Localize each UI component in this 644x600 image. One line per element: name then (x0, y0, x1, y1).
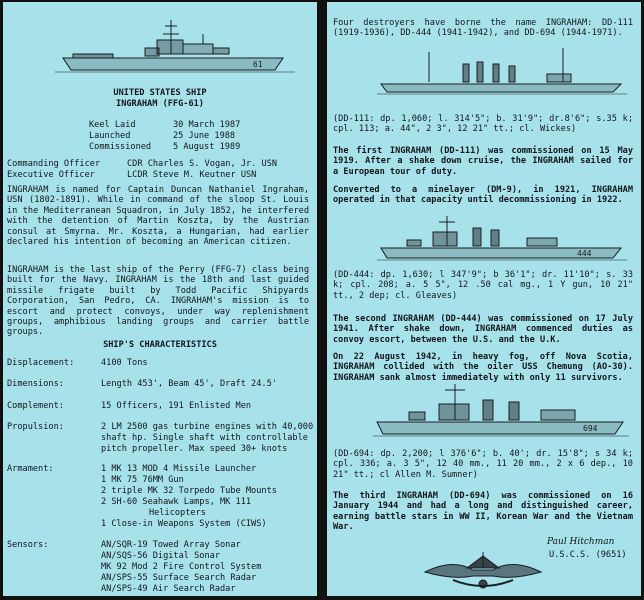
ship-heading-line-1: UNITED STATES SHIP (113, 88, 207, 98)
hull-number-444: 444 (577, 249, 592, 258)
commissioned-value: 5 August 1989 (173, 142, 241, 152)
propulsion-label: Propulsion: (7, 422, 64, 432)
armament-line: 1 MK 13 MOD 4 Missile Launcher (101, 464, 257, 474)
dd444-commission-paragraph: The second INGRAHAM (DD-444) was commissioned on 17 July 1941. After shake down, INGRAHAM commenced duties as convoy escort, between the U.S. and the U.K. (333, 314, 633, 345)
armament-line: 2 SH-60 Seahawk Lamps, MK 111 (101, 497, 252, 507)
dd694-commission-paragraph: The third INGRAHAM (DD-694) was commissioned on 16 January 1944 and had a long and distinguished career, earning battle stars in WW II, Korean War and the Vietnam War. (333, 491, 633, 533)
sensors-line: MK 92 Mod 2 Fire Control System (101, 562, 262, 572)
characteristics-heading: SHIP'S CHARACTERISTICS (103, 340, 217, 350)
destroyer-dd444-illustration (377, 210, 627, 268)
armament-label: Armament: (7, 464, 54, 474)
sensors-line: AN/SPS-49 Air Search Radar (101, 584, 236, 594)
propulsion-line: shaft hp. Single shaft with controllable (101, 433, 308, 443)
commissioned-label: Commissioned (89, 142, 152, 152)
keel-laid-value: 30 March 1987 (173, 120, 241, 130)
executive-officer-value: LCDR Steve M. Keutner USN (127, 170, 257, 180)
destroyers-intro: Four destroyers have borne the name INGRAHAM: DD-111 (1919-1936), DD-444 (1941-1942), and DD-694 (1944-1971). (333, 18, 633, 39)
hull-number-694: 694 (583, 424, 598, 433)
dd444-collision-paragraph: On 22 August 1942, in heavy fog, off Nova Scotia, INGRAHAM collided with the oiler USS Chemung (AO-30). INGRAHAM sank almost immediately with only 11 survivors. (333, 352, 633, 383)
destroyer-dd694-illustration (373, 380, 629, 446)
frigate-ffg61-illustration (53, 14, 298, 80)
dimensions-value: Length 453', Beam 45', Draft 24.5' (101, 379, 277, 389)
propulsion-line: 2 LM 2500 gas turbine engines with 40,000 (101, 422, 314, 432)
armament-line: 1 MK 75 76MM Gun (101, 475, 184, 485)
mission-paragraph: INGRAHAM is the last ship of the Perry (FFG-7) class being built for the Navy. INGRAHAM is the 18th and last guided missile frigate built by Todd Pacific Shipyards Corporation, San Pedro, CA. INGRAHAM's mission is to escort and protect convoys, under way replenishment groups, amphibious landing groups and carrier battle groups. (7, 265, 309, 338)
complement-label: Complement: (7, 401, 64, 411)
displacement-value: 4100 Tons (101, 358, 148, 368)
author-signature: Paul Hitchman (547, 537, 615, 547)
launched-label: Launched (89, 131, 131, 141)
namesake-paragraph: INGRAHAM is named for Captain Duncan Nathaniel Ingraham, USN (1802-1891). While in command of the sloop St. Louis in the Mediterranean Squadron, in July 1852, he interfered with the detention of Martin Koszta, by the Austrian consul at Smyrna. Mr. Koszta, a Hungarian, had earlier declared his intention of becoming an American citizen. (7, 185, 309, 248)
destroyer-dd111-illustration (377, 44, 627, 104)
dd444-specifications: (DD-444: dp. 1,630; l 347'9"; b 36'1"; dr. 11'10"; s. 33 k; cpl. 208; a. 5 5", 12 .50 cal mg., 1 Y gun, 10 21" tt., 2 dep; cl. Gleaves) (333, 270, 633, 301)
sensors-label: Sensors: (7, 540, 49, 550)
complement-value: 15 Officers, 191 Enlisted Men (101, 401, 252, 411)
author-affiliation: U.S.C.S. (9651) (549, 550, 627, 560)
dd111-minelayer-paragraph: Converted to a minelayer (DM-9), in 1921, INGRAHAM operated in that capacity until decommissioning in 1922. (333, 185, 633, 206)
propulsion-line: pitch propeller. Max speed 30+ knots (101, 444, 288, 454)
dd694-specifications: (DD-694: dp. 2,200; l 376'6"; b. 40'; dr. 15'8"; s 34 k; cpl. 336; a. 3 5", 12 40 mm., 11 20 mm., 2 x 6 dep., 10 21" tt.; cl Allen M. Sumner) (333, 449, 633, 480)
launched-value: 25 June 1988 (173, 131, 236, 141)
executive-officer-label: Executive Officer (7, 170, 95, 180)
commanding-officer-label: Commanding Officer (7, 159, 101, 169)
armament-line: 2 triple MK 32 Torpedo Tube Mounts (101, 486, 277, 496)
sensors-line: AN/SQS-56 Digital Sonar (101, 551, 220, 561)
right-page (327, 2, 641, 596)
sensors-line: AN/SPS-55 Surface Search Radar (101, 573, 257, 583)
commanding-officer-value: CDR Charles S. Vogan, Jr. USN (127, 159, 278, 169)
armament-line: 1 Close-in Weapons System (CIWS) (101, 519, 267, 529)
ship-heading-line-2: INGRAHAM (FFG-61) (116, 99, 204, 109)
keel-laid-label: Keel Laid (89, 120, 136, 130)
dd111-commission-paragraph: The first INGRAHAM (DD-111) was commissioned on 15 May 1919. After a shake down cruise, the INGRAHAM sailed for a European tour of duty. (333, 146, 633, 177)
dimensions-label: Dimensions: (7, 379, 64, 389)
sensors-line: AN/SQR-19 Towed Array Sonar (101, 540, 241, 550)
surface-warfare-insignia (423, 550, 543, 596)
displacement-label: Displacement: (7, 358, 75, 368)
armament-line: Helicopters (149, 508, 206, 518)
left-page (3, 2, 317, 596)
dd111-specifications: (DD-111: dp. 1,060; l. 314'5"; b. 31'9"; dr.8'6"; s.35 k; cpl. 113; a. 44", 2 3", 12 21" tt.; cl. Wickes) (333, 114, 633, 135)
hull-number-61: 61 (253, 60, 263, 69)
